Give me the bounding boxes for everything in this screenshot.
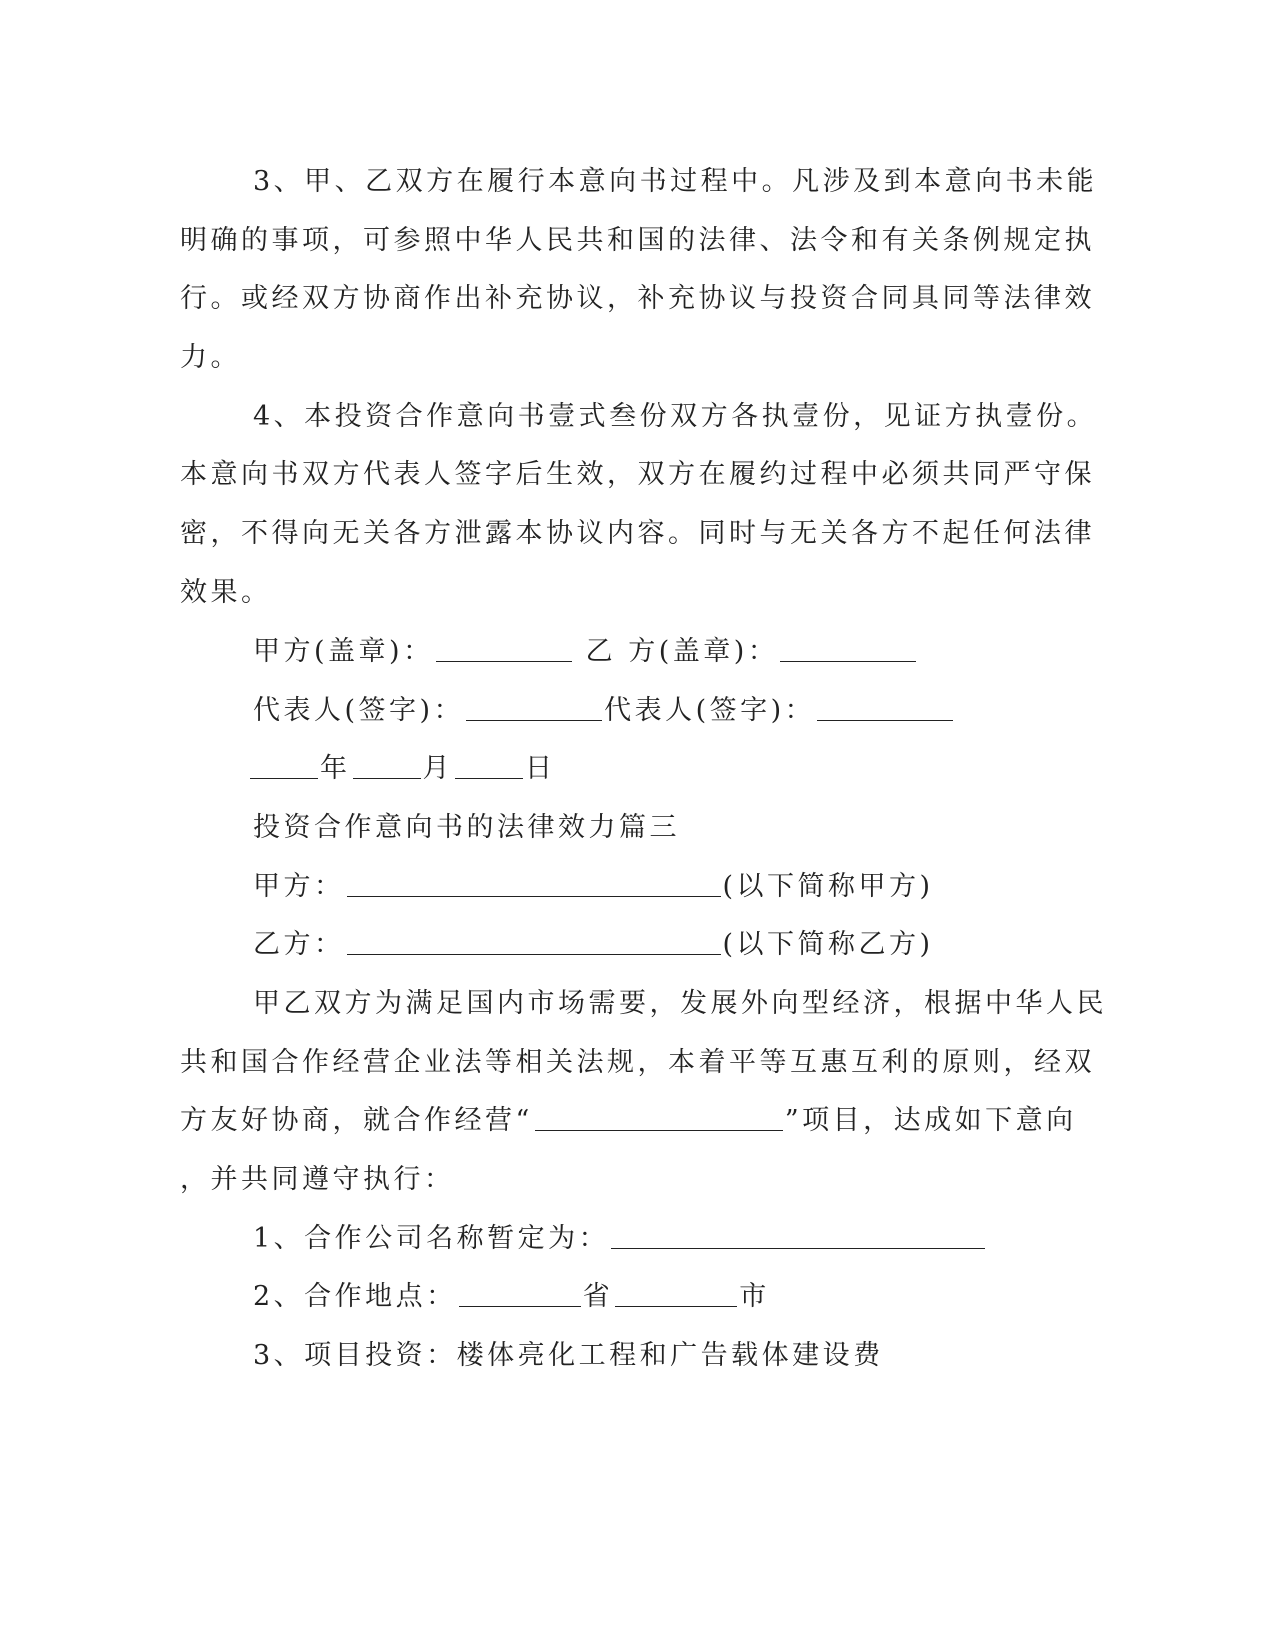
party-a-row [253,870,934,904]
clause-3: 3、项目投资：楼体亮化工程和广告载体建设费 [253,1340,884,1371]
party-a-seal-label: 甲方(盖章)： [253,636,434,667]
clause-1 [253,1222,987,1256]
company-name-blank[interactable] [611,1224,985,1249]
intro-line-3-prefix: 方友好协商，就合作经营“ [180,1105,533,1136]
intro-line-3-suffix: ”项目，达成如下意向 [784,1105,1077,1136]
party-b-seal-label: 乙 方(盖章)： [585,636,779,667]
representative-row [253,694,955,728]
paragraph-4-line-1: 4、本投资合作意向书壹式叁份双方各执壹份，见证方执壹份。 [253,401,1098,432]
paragraph-4-line-2: 本意向书双方代表人签字后生效，双方在履约过程中必须共同严守保 [180,459,1095,490]
day-label: 日 [525,753,556,784]
city-blank[interactable] [615,1282,737,1307]
party-b-blank[interactable] [347,930,721,955]
project-name-blank[interactable] [535,1106,783,1131]
province-label: 省 [582,1281,614,1312]
seal-row [253,635,918,669]
party-b-suffix: (以下简称乙方) [722,929,934,960]
day-blank[interactable] [455,754,523,779]
year-blank[interactable] [250,754,318,779]
party-a-seal-blank[interactable] [436,637,572,662]
clause-2 [253,1280,770,1314]
rep-a-blank[interactable] [466,696,602,721]
party-a-suffix: (以下简称甲方) [722,871,934,902]
intro-line-2: 共和国合作经营企业法等相关法规，本着平等互惠互利的原则，经双 [180,1047,1095,1078]
month-label: 月 [422,753,453,784]
city-label: 市 [739,1281,770,1312]
month-blank[interactable] [353,754,421,779]
province-blank[interactable] [459,1282,581,1307]
section-title: 投资合作意向书的法律效力篇三 [253,812,680,843]
year-label: 年 [320,753,351,784]
intro-line-4: ，并共同遵守执行： [180,1164,455,1195]
party-a-label: 甲方： [253,871,345,902]
paragraph-3-line-3: 行。或经双方协商作出补充协议，补充协议与投资合同具同等法律效 [180,283,1095,314]
party-b-seal-blank[interactable] [780,637,916,662]
paragraph-3-line-4: 力。 [180,342,241,373]
paragraph-3-line-2: 明确的事项，可参照中华人民共和国的法律、法令和有关条例规定执 [180,225,1095,256]
rep-b-label: 代表人(签字)： [604,695,816,726]
paragraph-3-line-1: 3、甲、乙双方在履行本意向书过程中。凡涉及到本意向书未能 [253,166,1098,197]
clause-2-label: 2、合作地点： [253,1281,457,1312]
party-a-blank[interactable] [347,872,721,897]
date-row [248,752,556,786]
intro-line-3 [180,1104,1077,1138]
party-b-label: 乙方： [253,929,345,960]
paragraph-4-line-4: 效果。 [180,577,272,608]
rep-a-label: 代表人(签字)： [253,695,465,726]
paragraph-4-line-3: 密，不得向无关各方泄露本协议内容。同时与无关各方不起任何法律 [180,518,1095,549]
clause-1-label: 1、合作公司名称暂定为： [253,1223,610,1254]
rep-b-blank[interactable] [817,696,953,721]
intro-line-1: 甲乙双方为满足国内市场需要，发展外向型经济，根据中华人民 [253,988,1107,1019]
party-b-row [253,928,934,962]
